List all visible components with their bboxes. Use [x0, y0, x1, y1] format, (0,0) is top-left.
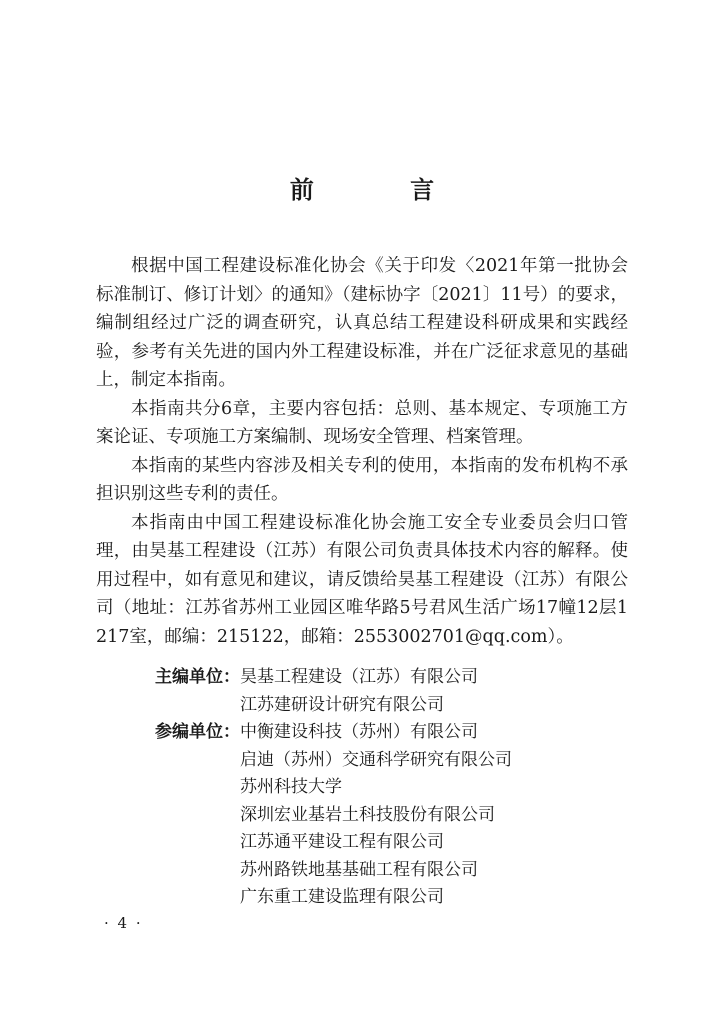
unit-item: 中衡建设科技（苏州）有限公司	[240, 722, 478, 742]
unit-item: 昊基工程建设（江苏）有限公司	[240, 667, 478, 687]
page-number: · 4 ·	[104, 914, 143, 932]
foreword-body	[96, 252, 628, 651]
unit-item: 苏州路铁地基基础工程有限公司	[240, 859, 478, 880]
participating-units	[96, 719, 628, 912]
page-title: 前 言	[289, 176, 479, 204]
unit-item: 深圳宏业基岩土科技股份有限公司	[240, 804, 495, 825]
chief-units	[96, 664, 628, 719]
unit-item: 江苏通平建设工程有限公司	[240, 832, 444, 852]
paragraph-management: 本指南由中国工程建设标准化协会施工安全专业委员会归口管理，由昊基工程建设（江苏）有限公司负责具体技术内容的解释。使用过程中，如有意见和建议，请反馈给昊基工程建设（江苏）有限公司（地址：江苏省苏州工业园区唯华路5号君风生活广场17幢12层1217室，邮编：215122，邮箱：2553002701@qq.com）。	[96, 512, 628, 647]
chief-units-list	[240, 664, 478, 719]
participating-units-label: 参编单位：	[155, 722, 240, 742]
unit-item: 广东重工建设监理有限公司	[240, 887, 444, 907]
units-section	[96, 664, 628, 912]
chief-units-label: 主编单位：	[155, 667, 240, 687]
participating-units-list	[240, 719, 512, 912]
unit-item: 江苏建研设计研究有限公司	[240, 694, 444, 715]
unit-item: 苏州科技大学	[240, 777, 342, 797]
paragraph-contents: 本指南共分6章，主要内容包括：总则、基本规定、专项施工方案论证、专项施工方案编制、现场安全管理、档案管理。	[96, 398, 628, 447]
paragraph-background: 根据中国工程建设标准化协会《关于印发〈2021年第一批协会标准制订、修订计划〉的通知》（建标协字〔2021〕11号）的要求，编制组经过广泛的调查研究，认真总结工程建设科研成果和实践经验，参考有关先进的国内外工程建设标准，并在广泛征求意见的基础上，制定本指南。	[96, 256, 628, 390]
paragraph-patents: 本指南的某些内容涉及相关专利的使用，本指南的发布机构不承担识别这些专利的责任。	[96, 455, 628, 504]
unit-item: 启迪（苏州）交通科学研究有限公司	[240, 749, 512, 770]
